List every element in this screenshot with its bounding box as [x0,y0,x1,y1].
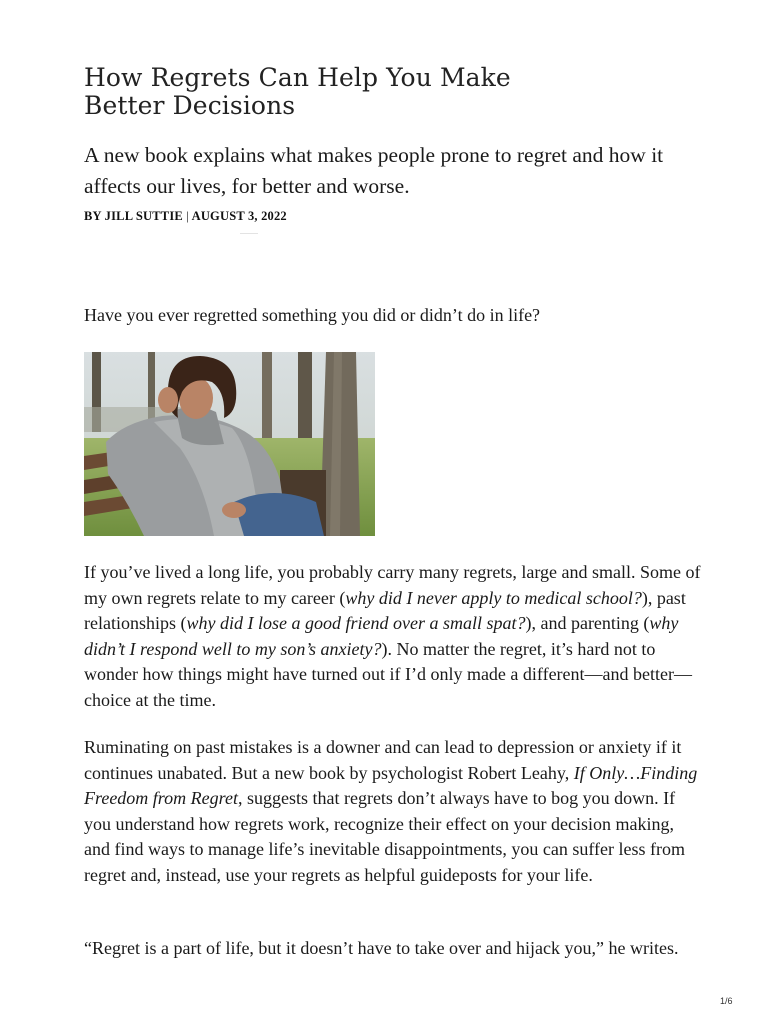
book-title: If Only…Finding Freedom from Regret [84,762,698,808]
p1-text-1: If you’ve lived a long life, you probably carry many regrets, large and small. Some of my own regrets relate to my career ( [84,562,701,608]
divider [240,233,258,234]
byline [84,209,287,224]
article-photo [84,352,375,536]
p1-italic-2: why did I lose a good friend over a small spat? [186,613,526,633]
body-paragraph-2 [84,735,704,888]
page-number: 1/6 [720,996,733,1006]
p1-italic-3: why didn’t I respond well to my son’s anxiety? [84,613,679,659]
article-title: How Regrets Can Help You Make Better Decisions [84,63,511,120]
p1-text-2: ), past relationships ( [84,587,686,633]
byline-date: AUGUST 3, 2022 [191,209,287,223]
body-paragraph-1 [84,560,704,713]
byline-author[interactable]: JILL SUTTIE [104,209,183,223]
p2-text-2: , suggests that regrets don’t always have to bog you down. If you understand how regrets work, recognize their effect on your decision making, and find ways to manage life’s inevitable disappointments, you can suffer less from regret and, instead, use your regrets as helpful guideposts for your life. [84,788,686,885]
byline-separator: | [186,209,189,223]
body-paragraph-3: “Regret is a part of life, but it doesn’t have to take over and hijack you,” he writes. [84,938,679,958]
article-subtitle: A new book explains what makes people prone to regret and how it affects our lives, for better and worse. [84,143,664,198]
byline-prefix: BY [84,209,102,223]
p2-text-1: Ruminating on past mistakes is a downer and can lead to depression or anxiety if it continues unabated. But a new book by psychologist Robert Leahy, [84,737,682,783]
p1-text-4: ). No matter the regret, it’s hard not to wonder how things might have turned out if I’d only made a different—and better—choice at the time. [84,638,693,710]
intro-paragraph: Have you ever regretted something you did or didn’t do in life? [84,305,541,325]
p1-italic-1: why did I never apply to medical school? [345,587,642,608]
p1-text-3: ), and parenting ( [525,613,650,633]
